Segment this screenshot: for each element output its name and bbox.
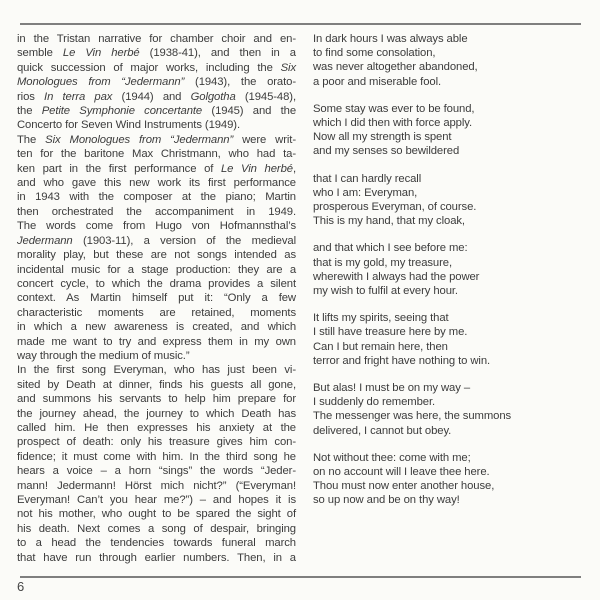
text-segment: concert cycle, to which the drama provides a silent xyxy=(17,277,296,290)
text-line xyxy=(17,507,296,521)
text-segment: quick succession of major works, including the xyxy=(17,61,281,74)
verse-line: my wish to fulfil at every hour. xyxy=(313,285,458,298)
verse-line: prosperous Everyman, of course. xyxy=(313,201,477,214)
italic-text: Golgotha xyxy=(190,90,236,103)
text-line xyxy=(17,277,296,291)
verse-line: I still have treasure here by me. xyxy=(313,326,468,339)
text-segment: (1903-11), a version of the medieval xyxy=(72,234,296,247)
text-line xyxy=(17,363,296,377)
verse-line: In dark hours I was always able xyxy=(313,33,468,45)
verse-line: a poor and miserable fool. xyxy=(313,75,442,88)
text-segment: mann! Jedermann! Hörst mich nicht?” (“Everyman! xyxy=(17,479,296,492)
verse-line: and my senses so bewildered xyxy=(313,145,460,158)
italic-text: Le Vin herbé xyxy=(62,47,140,60)
text-segment: not his mother, who ought to be spared the sight of xyxy=(17,508,296,521)
text-line xyxy=(17,450,296,464)
top-rule xyxy=(20,23,581,25)
text-line xyxy=(17,306,296,320)
text-segment: incidental music for a stage production: they are a xyxy=(17,263,296,276)
text-segment: (1943), the orato- xyxy=(184,76,296,89)
italic-text: Monologues from “Jedermann” xyxy=(17,76,185,89)
text-segment: , xyxy=(292,162,296,175)
text-segment: (1944) and xyxy=(112,90,191,103)
text-segment: and who gave this new work its first performance xyxy=(17,177,296,190)
text-segment: (1938-41), and then in a xyxy=(139,47,296,60)
verse-line: Not without thee: come with me; xyxy=(313,451,471,464)
text-segment: morality play, but these are not songs intended as xyxy=(17,249,296,262)
text-line xyxy=(17,75,296,89)
text-segment: rios xyxy=(17,90,45,103)
text-line xyxy=(17,147,296,161)
text-segment: called him. He then expresses his anxiety at the xyxy=(17,421,296,434)
text-segment: his death. Next comes a song of despair, bringing xyxy=(17,522,296,535)
text-line xyxy=(17,551,296,565)
verse-line: I suddenly do remember. xyxy=(313,396,436,409)
text-line xyxy=(17,248,296,262)
text-line xyxy=(17,263,296,277)
text-line xyxy=(17,61,296,75)
text-segment: in the Tristan narrative for chamber choir and en- xyxy=(17,33,296,45)
text-line xyxy=(17,291,296,305)
text-line xyxy=(17,162,296,176)
text-segment: ken part in the first performance of xyxy=(17,162,221,175)
italic-text: Six xyxy=(280,61,296,74)
stanza xyxy=(313,451,593,508)
text-segment: (1945) and the xyxy=(202,105,296,118)
text-line xyxy=(17,234,296,248)
stanza xyxy=(313,241,593,298)
text-segment: prospect of death: only his treasure gives him con- xyxy=(17,436,296,449)
verse-line: who I am: Everyman, xyxy=(313,186,418,199)
verse-line: that is my gold, my treasure, xyxy=(313,256,452,269)
verse-line: Some stay was ever to be found, xyxy=(313,102,475,115)
text-segment: to a head the tendencies towards funeral march xyxy=(17,537,296,550)
text-line xyxy=(17,133,296,147)
verse-line: But alas! I must be on my way – xyxy=(313,382,471,395)
text-line xyxy=(17,522,296,536)
text-line xyxy=(17,392,296,406)
text-line xyxy=(17,335,296,349)
text-line xyxy=(17,349,296,363)
text-segment: hears a voice – a horn “sings” the words “Jeder- xyxy=(17,465,296,478)
verse-line: This is my hand, that my cloak, xyxy=(313,215,465,228)
text-line xyxy=(17,435,296,449)
text-segment: way through the medium of music.” xyxy=(17,349,190,362)
text-line xyxy=(17,176,296,190)
text-segment: that have run through earlier numbers. Then, in a xyxy=(17,551,296,564)
text-segment: The xyxy=(17,133,46,146)
text-line xyxy=(17,536,296,550)
text-line xyxy=(17,320,296,334)
verse-line: The messenger was here, the summons xyxy=(313,410,512,423)
verse-line: was never altogether abandoned, xyxy=(313,61,478,74)
verse-line: that I can hardly recall xyxy=(313,172,422,185)
text-segment: then orchestrated the accompaniment in 1949. xyxy=(17,205,296,218)
right-column xyxy=(313,32,593,521)
text-segment: fidence; it must come with him. In the third song he xyxy=(17,450,296,463)
verse-line: to find some consolation, xyxy=(313,47,436,60)
left-column xyxy=(17,32,296,565)
italic-text: Le Vin herbé xyxy=(220,162,293,175)
verse-line: which I did then with force apply. xyxy=(313,117,473,130)
text-segment: sited by Death at dinner, finds his guests all gone, xyxy=(17,378,296,391)
text-segment: in 1943 with the composer at the piano; Martin xyxy=(17,191,296,204)
verse-line: Can I but remain here, then xyxy=(313,340,448,353)
verse-line: Thou must now enter another house, xyxy=(313,480,495,493)
text-segment: (1945-48), xyxy=(235,90,296,103)
text-segment: The words come from Hugo von Hofmannsthal’s xyxy=(17,220,296,233)
text-segment: were writ- xyxy=(233,133,296,146)
text-line xyxy=(17,421,296,435)
italic-text: Petite Symphonie concertante xyxy=(41,105,203,118)
text-line xyxy=(17,205,296,219)
verse-line: wherewith I always had the power xyxy=(313,270,480,283)
italic-text: Six Monologues from “Jedermann” xyxy=(45,133,234,146)
text-segment: the xyxy=(17,105,42,118)
stanza xyxy=(313,311,593,368)
italic-text: Jedermann xyxy=(17,234,73,247)
verse-line: and that which I see before me: xyxy=(313,242,468,255)
text-segment: made me want to try and express them in my own xyxy=(17,335,296,348)
text-segment: in which a new awareness is created, and which xyxy=(17,321,296,334)
text-line xyxy=(17,407,296,421)
stanza xyxy=(313,172,593,229)
text-segment: Everyman! Can’t you hear me?”) – and hopes it is xyxy=(17,494,296,506)
text-segment: In the first song Everyman, who has just been vi- xyxy=(17,364,296,377)
text-segment: semble xyxy=(17,47,63,60)
text-line xyxy=(17,479,296,493)
verse-line: It lifts my spirits, seeing that xyxy=(313,312,449,325)
text-line xyxy=(17,219,296,233)
bottom-rule xyxy=(20,576,581,578)
page-number: 6 xyxy=(17,579,25,594)
stanza xyxy=(313,102,593,159)
verse-line: terror and fright have nothing to win. xyxy=(313,354,491,367)
text-line xyxy=(17,104,296,118)
verse-line: so up now and be on thy way! xyxy=(313,494,460,507)
text-segment: ten for the baritone Max Christmann, who had ta- xyxy=(17,148,296,161)
italic-text: In terra pax xyxy=(44,90,113,103)
text-line xyxy=(17,46,296,60)
text-segment: context. As Martin himself put it: “Only a few xyxy=(17,292,296,305)
stanza xyxy=(313,32,593,89)
verse-line: delivered, I cannot but obey. xyxy=(313,424,452,437)
text-line xyxy=(17,118,296,132)
stanza xyxy=(313,381,593,438)
text-segment: characteristic moments are retained, moments xyxy=(17,306,296,319)
text-line xyxy=(17,464,296,478)
text-line xyxy=(17,90,296,104)
text-segment: and summons his servants to help him prepare for xyxy=(17,393,296,406)
text-line xyxy=(17,378,296,392)
verse-line: on no account will I leave thee here. xyxy=(313,466,490,479)
text-line xyxy=(17,493,296,507)
text-line xyxy=(17,32,296,46)
verse-line: Now all my strength is spent xyxy=(313,131,452,144)
text-segment: the journey ahead, the journey to which Death has xyxy=(17,407,296,420)
text-line xyxy=(17,190,296,204)
text-segment: Concerto for Seven Wind Instruments (1949). xyxy=(17,119,240,132)
